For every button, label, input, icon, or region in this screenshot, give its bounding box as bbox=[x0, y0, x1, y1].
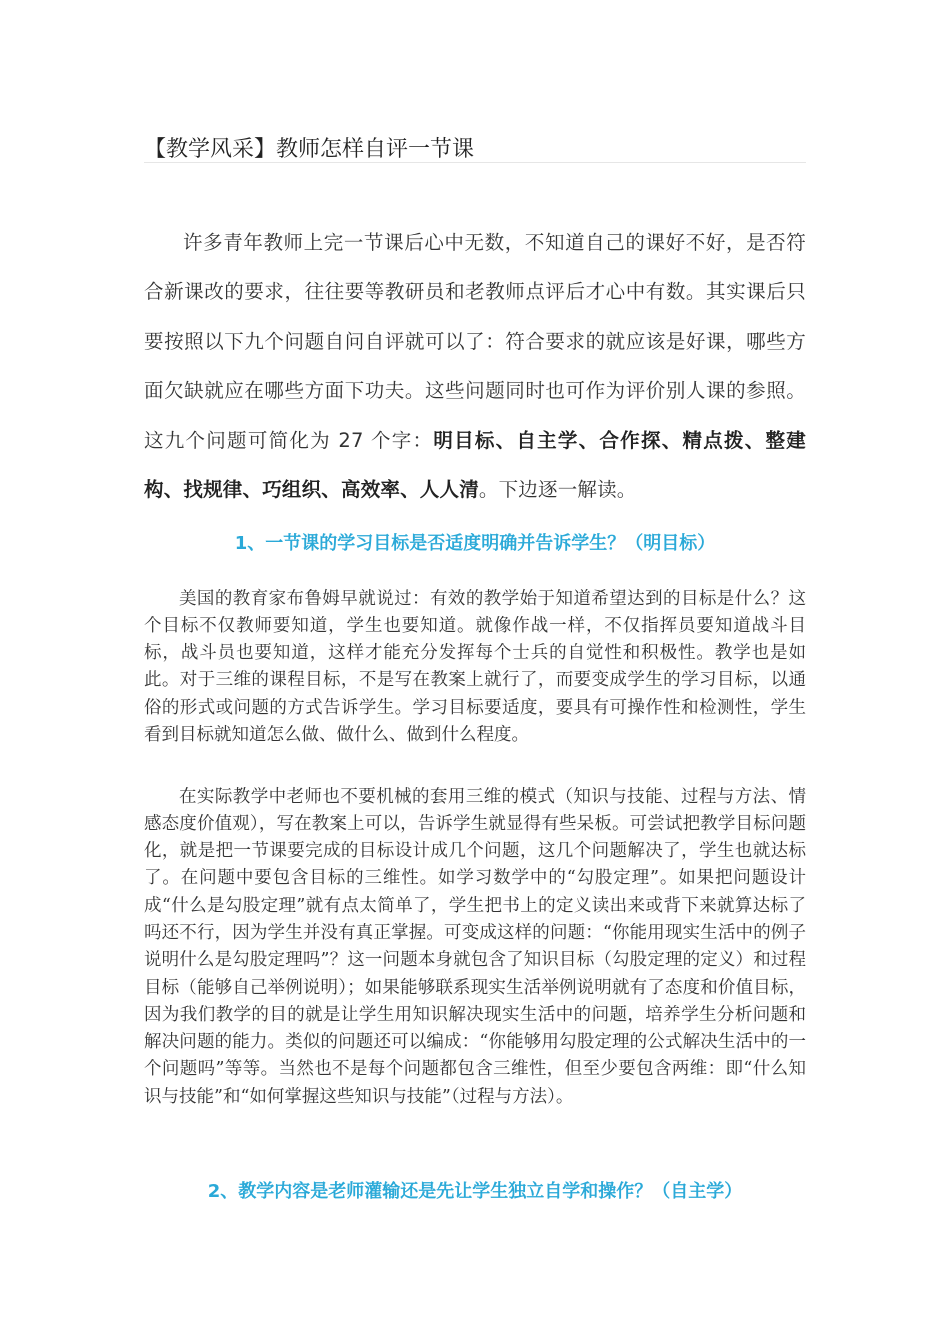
intro-paragraph bbox=[144, 218, 806, 515]
section-1-heading: 1、一节课的学习目标是否适度明确并告诉学生？（明目标） bbox=[234, 532, 716, 554]
article-title: 【教学风采】教师怎样自评一节课 bbox=[144, 136, 475, 162]
section-1-paragraph-2: 在实际教学中老师也不要机械的套用三维的模式（知识与技能、过程与方法、情感态度价值观），写在教案上可以，告诉学生就显得有些呆板。可尝试把教学目标问题化，就是把一节课要完成的目标设计成几个问题，这几个问题解决了，学生也就达标了。在问题中要包含目标的三维性。如学习数学中的“勾股定理”。如果把问题设计成“什么是勾股定理”就有点太简单了，学生把书上的定义读出来或背下来就算达标了吗还不行，因为学生并没有真正掌握。可变成这样的问题：“你能用现实生活中的例子说明什么是勾股定理吗”？这一问题本身就包含了知识目标（勾股定理的定义）和过程目标（能够自己举例说明）；如果能够联系现实生活举例说明就有了态度和价值目标，因为我们教学的目的就是让学生用知识解决现实生活中的问题，培养学生分析问题和解决问题的能力。类似的问题还可以编成：“你能够用勾股定理的公式解决生活中的一个问题吗”等等。当然也不是每个问题都包含三维性，但至少要包含两维：即“什么知识与技能”和“如何掌握这些知识与技能”（过程与方法）。 bbox=[144, 786, 806, 1107]
intro-text: 许多青年教师上完一节课后心中无数，不知道自己的课好不好，是否符合新课改的要求，往往要等教研员和老教师点评后才心中有数。其实课后只要按照以下九个问题自问自评就可以了：符合要求的就应该是好课，哪些方面欠缺就应在哪些方面下功夫。这些问题同时也可作为评价别人课的参照。这九个问题可简化为 27 个字： bbox=[144, 230, 806, 452]
intro-tail: 。下边逐一解读。 bbox=[478, 478, 637, 501]
intro-keywords: 明目标、自主学、合作探、精点拨、整建构、找规律、巧组织、高效率、人人清 bbox=[144, 428, 806, 501]
section-2-heading: 2、教学内容是老师灌输还是先让学生独立自学和操作？（自主学） bbox=[207, 1180, 743, 1202]
title-divider bbox=[144, 162, 806, 163]
section-1-paragraph-1: 美国的教育家布鲁姆早就说过：有效的教学始于知道希望达到的目标是什么？这个目标不仅教师要知道，学生也要知道。就像作战一样，不仅指挥员要知道战斗目标，战斗员也要知道，这样才能充分发挥每个士兵的自觉性和积极性。教学也是如此。对于三维的课程目标，不是写在教案上就行了，而要变成学生的学习目标，以通俗的形式或问题的方式告诉学生。学习目标要适度，要具有可操作性和检测性，学生看到目标就知道怎么做、做什么、做到什么程度。 bbox=[144, 588, 806, 745]
